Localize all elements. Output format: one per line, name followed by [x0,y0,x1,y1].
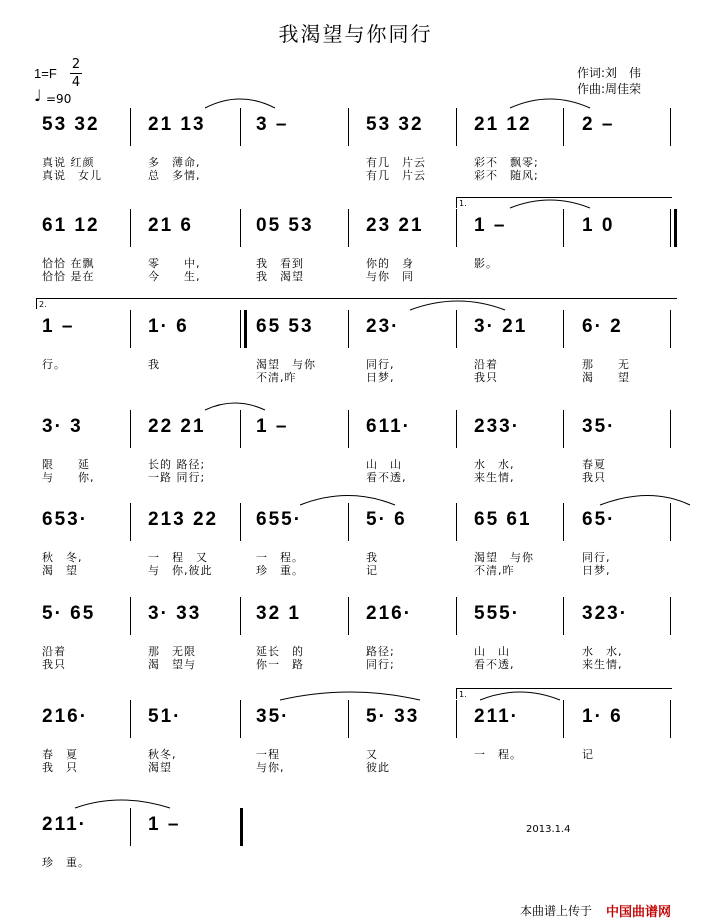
barline [240,310,241,348]
final-barline [240,808,243,846]
lyric-line-2: 不清,昨 [474,564,515,577]
note-group: 61 12 [42,215,100,236]
footer-text: 本曲谱上传于 [520,904,593,918]
lyric-line-2: 总 多情, [148,169,201,182]
note-group: 65 61 [474,509,532,530]
lyric-line-1: 渴望 与你 [256,358,316,371]
note-group: 5· 6 [366,509,407,530]
lyric-line-2: 我只 [474,371,498,384]
note-group: 1· 6 [582,706,623,727]
lyric-line-2: 同行; [366,658,395,671]
barline [348,597,349,635]
barline [456,108,457,146]
barline [130,108,131,146]
lyric-line-2: 看不透, [474,658,515,671]
note-group: 3 – [256,114,289,135]
composer-credit: 作曲:周佳荣 [577,82,642,96]
note-group: 3· 3 [42,416,83,437]
note-group: 3· 33 [148,603,202,624]
lyric-line-1: 秋冬, [148,748,177,761]
barline [456,209,457,247]
barline [670,108,671,146]
barline [670,410,671,448]
site-logo: 中国曲谱网 [606,905,672,920]
barline [130,310,131,348]
lyric-line-1: 一 程 又 [148,551,208,564]
barline [240,597,241,635]
lyric-line-1: 长的 路径; [148,458,206,471]
barline [348,108,349,146]
lyric-line-2: 渴 望与 [148,658,196,671]
lyric-line-1: 我 看到 [256,257,304,270]
lyric-line-1: 一 程。 [256,551,304,564]
barline [240,503,241,541]
lyric-line-2: 与 你, [42,471,95,484]
note-group: 6· 2 [582,316,623,337]
lyric-line-1: 多 薄命, [148,156,201,169]
lyric-line-2: 我 只 [42,761,78,774]
barline [670,700,671,738]
note-group: 2 – [582,114,615,135]
lyric-line-1: 行。 [42,358,66,371]
lyric-line-2: 我只 [582,471,606,484]
note-group: 65· [582,509,616,530]
barline [563,503,564,541]
lyric-line-1: 我 [148,358,160,371]
barline [348,410,349,448]
note-group: 323· [582,603,629,624]
page-title: 我渴望与你同行 [278,22,433,46]
barline [456,503,457,541]
note-group: 53 32 [42,114,100,135]
note-group: 213 22 [148,509,219,530]
barline [563,410,564,448]
lyric-line-1: 同行, [582,551,611,564]
lyric-line-1: 山 山 [474,645,510,658]
lyric-line-2: 一路 同行; [148,471,206,484]
lyric-line-1: 沿着 [42,645,66,658]
lyric-line-1: 限 延 [42,458,90,471]
note-group: 211· [42,814,87,835]
lyric-line-1: 路径; [366,645,395,658]
note-group: 35· [582,416,616,437]
lyric-line-2: 不清,昨 [256,371,297,384]
barline [130,410,131,448]
lyric-line-1: 一程 [256,748,280,761]
barline [348,503,349,541]
lyric-line-2: 来生情, [582,658,623,671]
barline [348,209,349,247]
barline [670,597,671,635]
note-group: 05 53 [256,215,314,236]
lyric-line-2: 彼此 [366,761,390,774]
barline [456,700,457,738]
time-signature-bottom: 4 [71,75,81,90]
quarter-note-icon: ♩ [34,86,42,105]
note-group: 21 6 [148,215,193,236]
lyric-line-1: 春夏 [582,458,606,471]
lyric-line-1: 沿着 [474,358,498,371]
barline [130,209,131,247]
barline [130,700,131,738]
barline [563,700,564,738]
note-group: 65 53 [256,316,314,337]
lyric-line-1: 记 [582,748,594,761]
note-group: 53 32 [366,114,424,135]
note-group: 23· [366,316,400,337]
barline [130,808,131,846]
note-group: 653· [42,509,89,530]
barline [348,310,349,348]
barline [670,310,671,348]
lyric-line-1: 渴望 与你 [474,551,534,564]
lyric-line-1: 零 中, [148,257,201,270]
volta-bracket [456,197,672,208]
lyric-line-1: 真说 红颜 [42,156,95,169]
lyric-line-2: 真说 女儿 [42,169,102,182]
lyric-line-2: 日梦, [366,371,395,384]
lyric-line-1: 那 无 [582,358,630,371]
note-group: 1· 6 [148,316,189,337]
note-group: 211· [474,706,519,727]
barline [240,108,241,146]
lyric-line-1: 那 无限 [148,645,196,658]
repeat-start-barline [244,310,247,348]
note-group: 233· [474,416,521,437]
lyric-line-1: 你的 身 [366,257,414,270]
lyric-line-1: 延长 的 [256,645,304,658]
lyric-line-2: 记 [366,564,378,577]
lyric-line-2: 珍 重。 [256,564,304,577]
note-group: 23 21 [366,215,424,236]
note-group: 1 0 [582,215,615,236]
slur-arc [600,496,690,506]
lyric-line-1: 水 水, [474,458,515,471]
slur-arc [205,403,265,410]
lyric-line-1: 我 [366,551,378,564]
note-group: 32 1 [256,603,301,624]
tempo-marking: =90 [46,92,72,106]
lyric-line-1: 水 水, [582,645,623,658]
note-group: 1 – [148,814,181,835]
note-group: 51· [148,706,182,727]
time-signature-line [70,73,82,74]
slur-arc [280,692,420,700]
lyric-line-2: 来生情, [474,471,515,484]
note-group: 655· [256,509,303,530]
lyric-line-2: 恰恰 是在 [42,270,95,283]
volta-bracket [456,688,672,699]
lyric-line-1: 春 夏 [42,748,78,761]
barline [240,410,241,448]
note-group: 1 – [256,416,289,437]
lyric-line-1: 又 [366,748,378,761]
volta-number: 1. [459,690,467,699]
lyricist-credit: 作词:刘 伟 [577,66,642,80]
barline [670,209,671,247]
barline [456,310,457,348]
note-group: 5· 65 [42,603,96,624]
time-signature-top: 2 [71,57,81,72]
lyric-line-2: 彩不 随风; [474,169,539,182]
key-signature: 1=F [34,66,57,81]
lyric-line-2: 渴 望 [582,371,630,384]
volta-bracket [36,298,677,309]
date-stamp: 2013.1.4 [526,824,571,835]
note-group: 5· 33 [366,706,420,727]
lyric-line-1: 珍 重。 [42,856,90,869]
note-group: 216· [366,603,413,624]
lyric-line-2: 看不透, [366,471,407,484]
note-group: 35· [256,706,290,727]
note-group: 555· [474,603,521,624]
barline [240,700,241,738]
barline [563,108,564,146]
note-group: 21 12 [474,114,532,135]
note-group: 611· [366,416,411,437]
note-group: 21 13 [148,114,206,135]
lyric-line-1: 秋 冬, [42,551,83,564]
barline [130,503,131,541]
lyric-line-2: 今 生, [148,270,201,283]
lyric-line-2: 日梦, [582,564,611,577]
lyric-line-2: 与你 同 [366,270,414,283]
lyric-line-2: 与你, [256,761,285,774]
barline [240,209,241,247]
barline [563,310,564,348]
note-group: 3· 21 [474,316,528,337]
lyric-line-1: 一 程。 [474,748,522,761]
lyric-line-2: 你一 路 [256,658,304,671]
barline [456,410,457,448]
barline [456,597,457,635]
lyric-line-2: 我 渴望 [256,270,304,283]
note-group: 1 – [474,215,507,236]
slur-arc [75,800,170,808]
barline [130,597,131,635]
note-group: 22 21 [148,416,206,437]
lyric-line-2: 我只 [42,658,66,671]
slur-arc [205,99,275,108]
barline [670,503,671,541]
lyric-line-1: 影。 [474,257,498,270]
lyric-line-1: 有几 片云 [366,156,426,169]
repeat-barline [674,209,677,247]
slur-arc [510,99,590,108]
lyric-line-2: 与 你,彼此 [148,564,213,577]
lyric-line-1: 同行, [366,358,395,371]
barline [563,209,564,247]
lyric-line-2: 有几 片云 [366,169,426,182]
lyric-line-2: 渴望 [148,761,172,774]
barline [348,700,349,738]
lyric-line-1: 彩不 飘零; [474,156,539,169]
volta-number: 2. [39,300,47,309]
barline [563,597,564,635]
note-group: 1 – [42,316,75,337]
volta-number: 1. [459,199,467,208]
lyric-line-1: 恰恰 在飘 [42,257,95,270]
lyric-line-2: 渴 望 [42,564,78,577]
note-group: 216· [42,706,89,727]
lyric-line-1: 山 山 [366,458,402,471]
